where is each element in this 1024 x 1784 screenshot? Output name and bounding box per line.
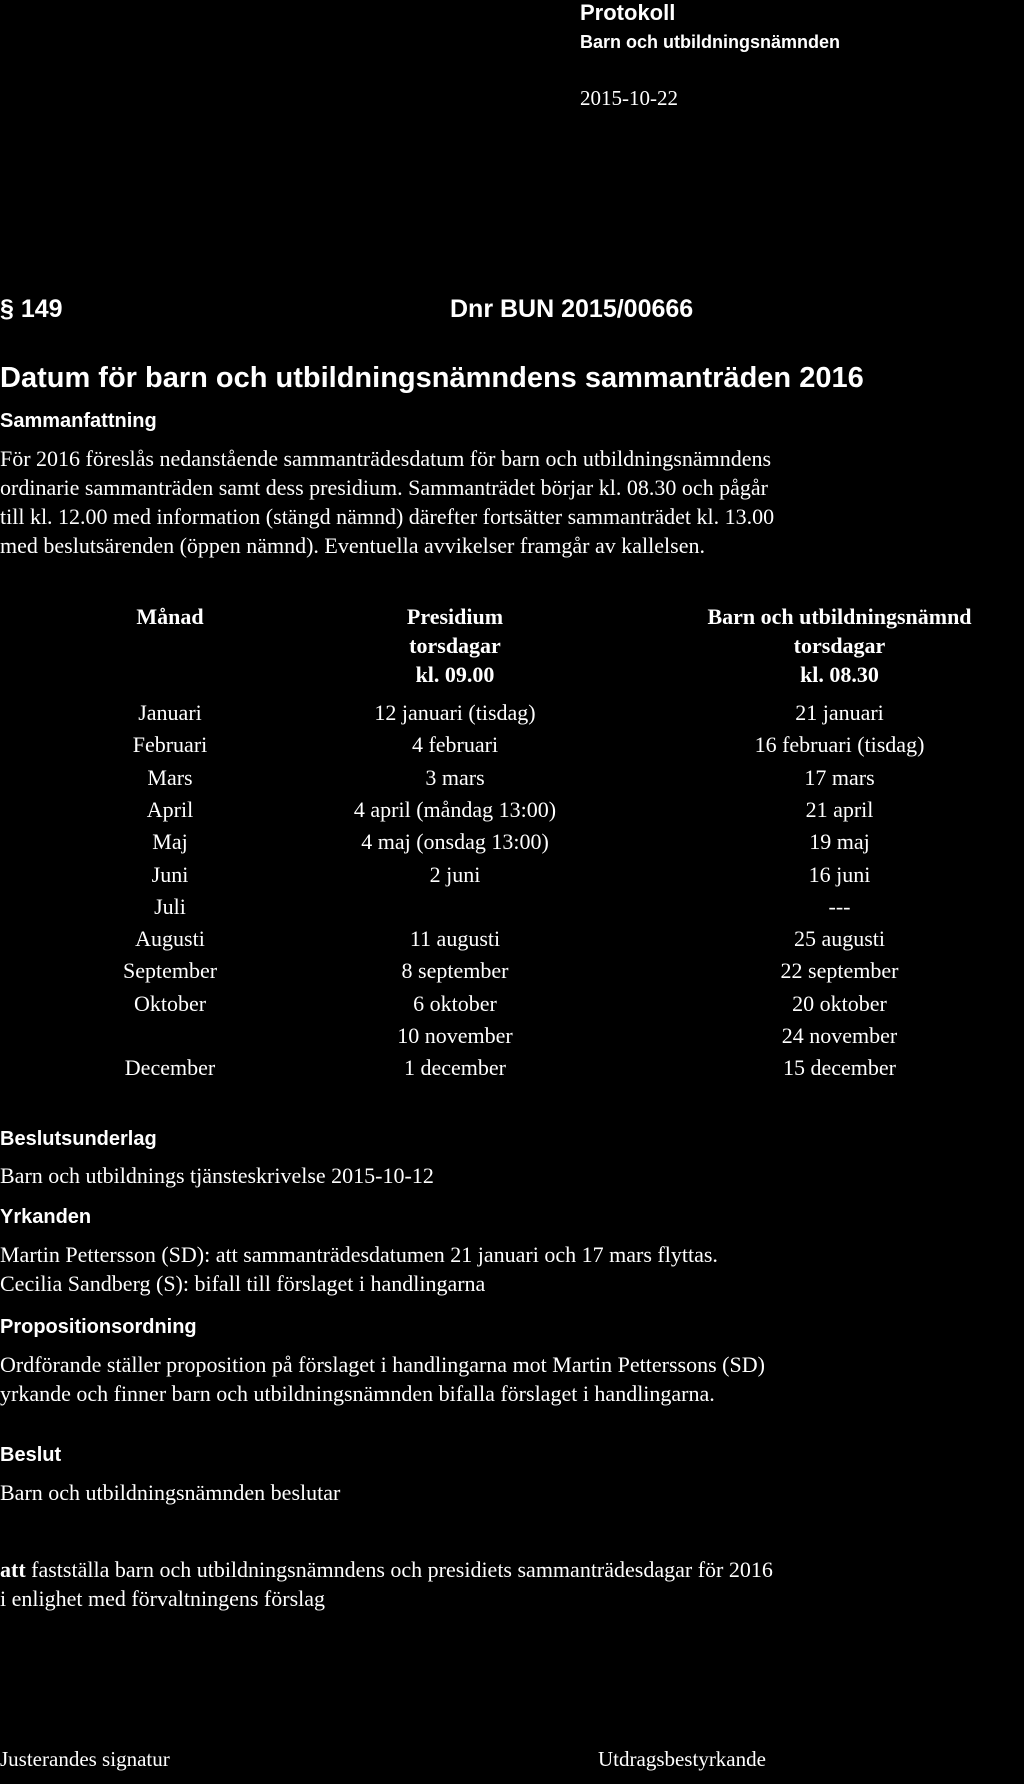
decision-heading: Beslut: [0, 1444, 62, 1466]
basis-heading: Beslutsunderlag: [0, 1128, 157, 1150]
proposition-text: [0, 1350, 1000, 1408]
att-text: fastställa barn och utbildningsnämndens och presidiets sammanträdesdagar för 2016: [25, 1557, 773, 1582]
paragraph-number: § 149: [0, 295, 63, 323]
decision-text: Barn och utbildningsnämnden beslutar: [0, 1480, 341, 1505]
proposition-line: yrkande och finner barn och utbildningsnämnden bifalla förslaget i handlingarna.: [0, 1381, 715, 1406]
presidium-column: [310, 602, 600, 689]
motions-text: [0, 1240, 1000, 1298]
presidium-date-cell: 11 augusti: [409, 926, 501, 952]
month-cell: Mars: [147, 764, 193, 790]
meeting-date: 2015-10-22: [580, 86, 678, 110]
summary-heading: Sammanfattning: [0, 410, 157, 432]
diary-number: Dnr BUN 2015/00666: [450, 295, 694, 323]
certification-label: Utdragsbestyrkande: [598, 1747, 766, 1771]
committee-date-cell: 20 oktober: [792, 990, 887, 1016]
committee-header-line: kl. 08.30: [800, 662, 879, 687]
committee-date-cell: ---: [828, 893, 851, 919]
month-cell: Oktober: [133, 990, 207, 1016]
month-header: Månad: [136, 604, 204, 629]
page-title: Datum för barn och utbildningsnämndens sammanträden 2016: [0, 362, 864, 394]
decision-att-line: [0, 1555, 1000, 1584]
schedule-table: [0, 602, 1024, 1092]
document-type: Protokoll: [580, 0, 676, 25]
att-keyword: att: [0, 1557, 26, 1582]
committee-date-cell: 21 april: [805, 796, 874, 822]
month-cell: September: [122, 958, 218, 984]
presidium-date-cell: 10 november: [397, 1023, 513, 1048]
summary-line: till kl. 12.00 med information (stängd nämnd) därefter fortsätter sammanträdet kl. 13.00: [0, 504, 775, 529]
presidium-date-cell: 4 februari: [411, 732, 499, 758]
summary-line: ordinarie sammanträden samt dess presidium. Sammanträdet börjar kl. 08.30 och pågår: [0, 475, 768, 500]
signature-label: Justerandes signatur: [0, 1747, 170, 1771]
presidium-date-cell: 12 januari (tisdag): [374, 700, 536, 725]
presidium-date-cell: 6 oktober: [413, 990, 497, 1016]
month-cell: Juli: [154, 893, 186, 919]
committee-column: [655, 602, 1024, 689]
month-cell: Januari: [138, 700, 202, 725]
committee-date-cell: 25 augusti: [793, 926, 886, 952]
committee-date-cell: 17 mars: [804, 764, 875, 790]
decision-att: [0, 1555, 1000, 1613]
committee-date-cell: 24 november: [781, 1023, 898, 1048]
motions-heading: Yrkanden: [0, 1206, 92, 1228]
decision-att-line: i enlighet med förvaltningens förslag: [0, 1586, 326, 1611]
committee-date-cell: 22 september: [780, 958, 899, 984]
committee-date-cell: 15 december: [783, 1055, 896, 1081]
committee-name: Barn och utbildningsnämnden: [580, 32, 840, 52]
presidium-date-cell: 3 mars: [425, 764, 485, 790]
motion-line: Cecilia Sandberg (S): bifall till förslaget i handlingarna: [0, 1271, 486, 1296]
month-cell: Juni: [151, 861, 189, 887]
presidium-date-cell: 2 juni: [429, 861, 481, 887]
month-cell: December: [124, 1055, 216, 1081]
proposition-line: Ordförande ställer proposition på förslaget i handlingarna mot Martin Petterssons (SD): [0, 1352, 765, 1377]
presidium-date-cell: 8 september: [401, 958, 509, 984]
summary-text: [0, 444, 1000, 560]
month-cell: Februari: [132, 732, 208, 758]
basis-text: Barn och utbildnings tjänsteskrivelse 2015-10-12: [0, 1163, 434, 1188]
committee-date-cell: 16 februari (tisdag): [754, 732, 925, 758]
committee-header-line: torsdagar: [793, 633, 886, 658]
motion-line: Martin Pettersson (SD): att sammanträdesdatumen 21 januari och 17 mars flyttas.: [0, 1242, 718, 1267]
presidium-date-cell: 4 maj (onsdag 13:00): [361, 829, 549, 855]
month-column: [85, 602, 255, 631]
summary-line: För 2016 föreslås nedanstående sammanträdesdatum för barn och utbildningsnämndens: [0, 446, 772, 471]
presidium-header-line: Presidium: [406, 604, 504, 629]
proposition-heading: Propositionsordning: [0, 1316, 197, 1338]
month-cell: Maj: [152, 829, 188, 855]
presidium-date-cell: 1 december: [404, 1055, 506, 1081]
month-cell: Augusti: [135, 926, 205, 952]
committee-header-line: Barn och utbildningsnämnd: [707, 604, 972, 629]
committee-date-cell: 21 januari: [795, 700, 884, 725]
committee-date-cell: 19 maj: [809, 829, 870, 855]
month-cell: April: [146, 796, 194, 822]
committee-date-cell: 16 juni: [808, 861, 871, 887]
summary-line: med beslutsärenden (öppen nämnd). Eventuella avvikelser framgår av kallelsen.: [0, 533, 705, 558]
presidium-header-line: torsdagar: [409, 633, 501, 658]
presidium-date-cell: 4 april (måndag 13:00): [353, 796, 557, 822]
presidium-header-line: kl. 09.00: [415, 662, 495, 687]
